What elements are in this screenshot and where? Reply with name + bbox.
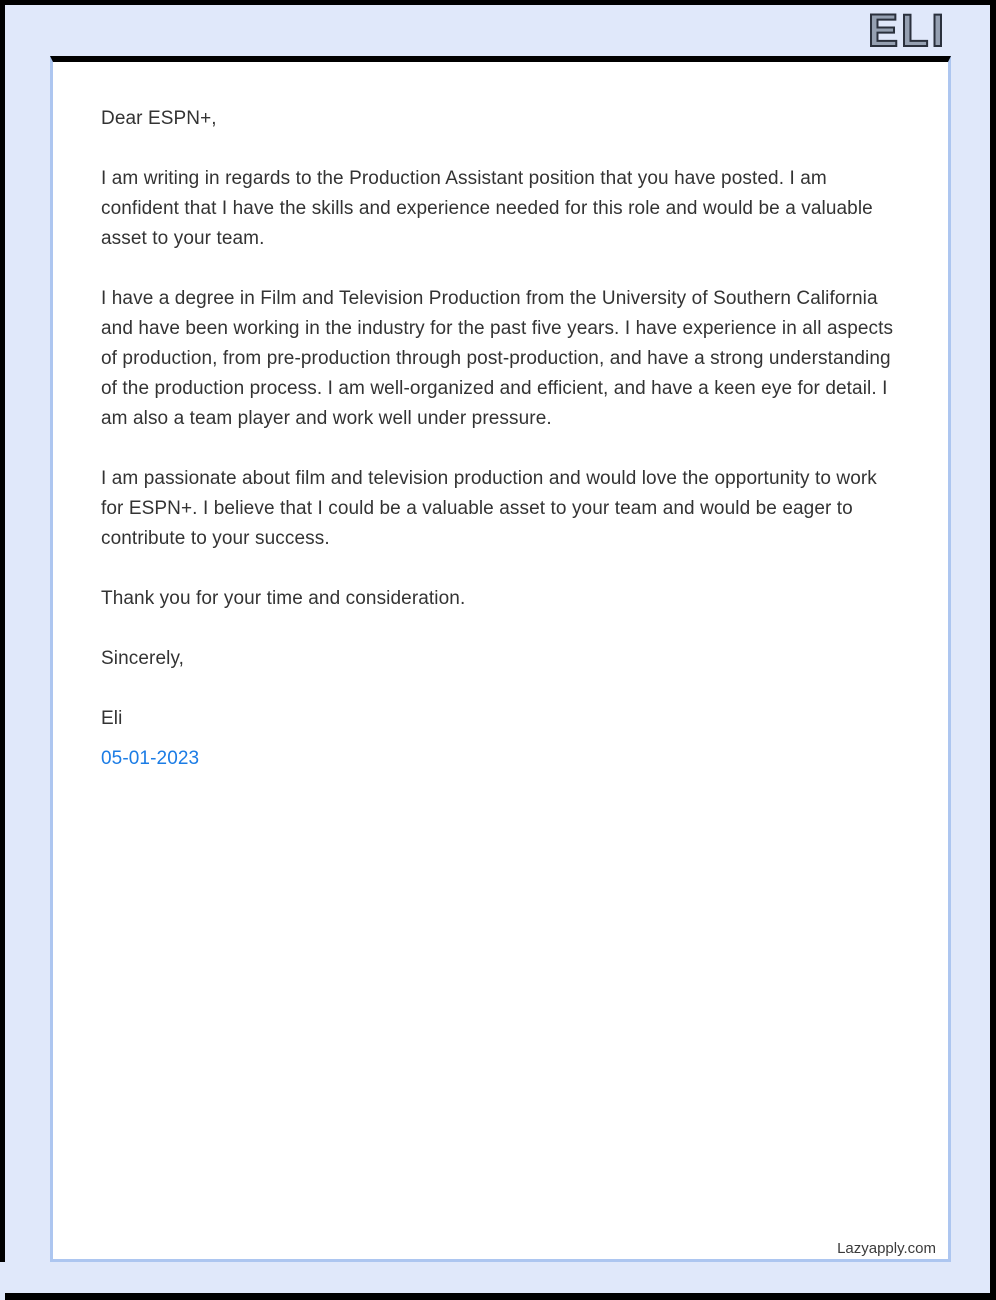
outer-frame-top — [0, 0, 990, 5]
outer-frame-left — [0, 0, 5, 1262]
signoff: Sincerely, — [101, 648, 185, 669]
outer-frame-bottom — [5, 1293, 996, 1300]
watermark-text: Lazyapply.com — [837, 1240, 936, 1257]
paragraph-intro: I am writing in regards to the Production Assistant position that you have posted. I am confident that I have the skills and experience needed for this role and would be a valuable asset to your team. — [101, 168, 873, 249]
signature-name: Eli — [101, 708, 123, 729]
brand-logo: ELI — [867, 5, 947, 56]
closing-thanks: Thank you for your time and consideration. — [101, 588, 466, 609]
salutation: Dear ESPN+, — [101, 108, 217, 129]
paragraph-motivation: I am passionate about film and television production and would love the opportunity to work for ESPN+. I believe that I could be a valuable asset to your team and would be eager to contribute to your success. — [101, 468, 877, 549]
outer-frame-right — [990, 0, 996, 1300]
cover-letter-panel — [50, 56, 951, 1262]
paragraph-experience: I have a degree in Film and Television Production from the University of Southern California and have been working in the industry for the past five years. I have experience in all aspects of production, from pre-production through post-production, and have a strong understanding of the production process. I am well-organized and efficient, and have a keen eye for detail. I am also a team player and work well under pressure. — [101, 288, 894, 429]
letter-date: 05-01-2023 — [101, 748, 200, 769]
